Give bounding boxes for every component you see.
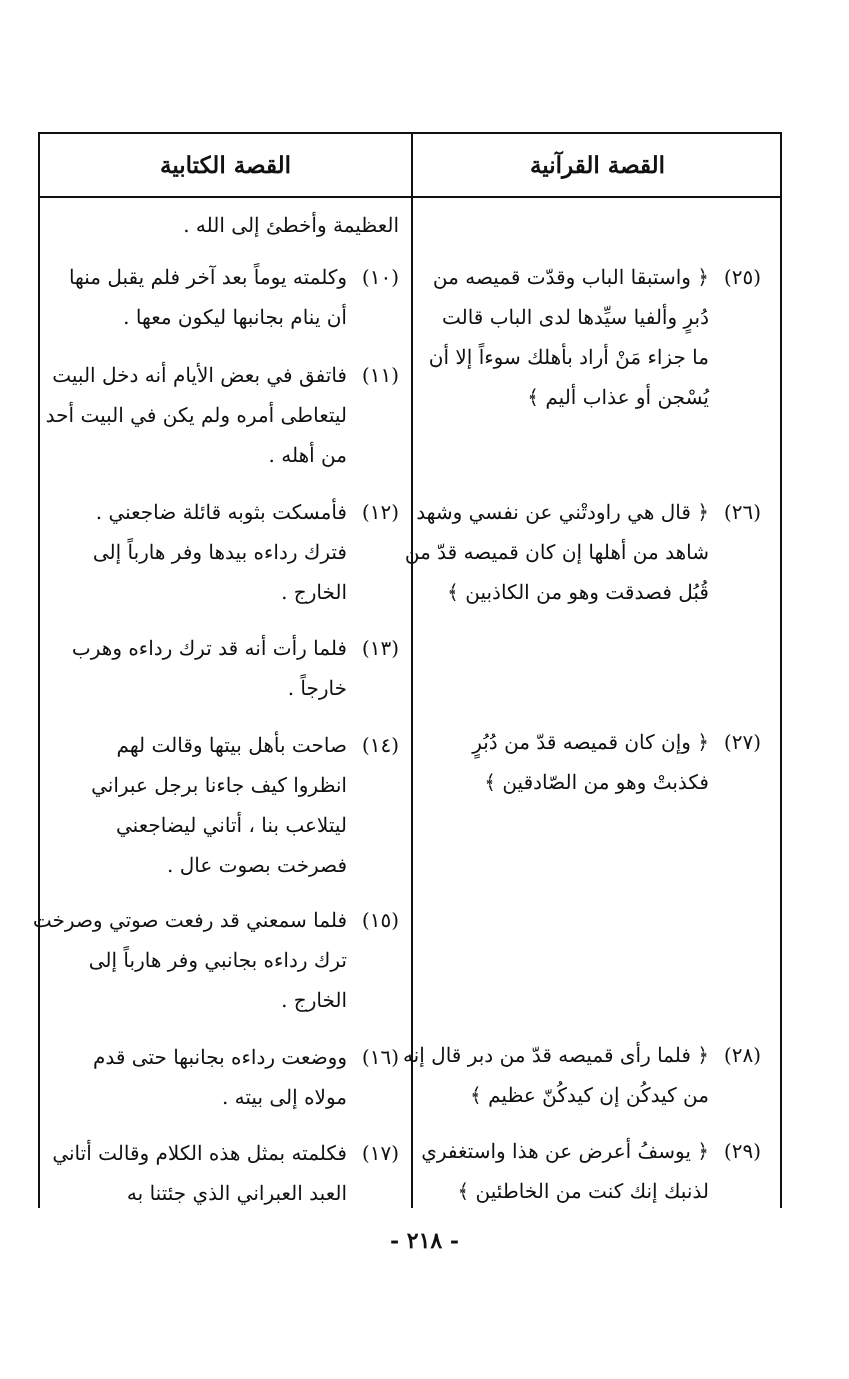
quran-entry-27 <box>441 722 761 802</box>
verse-line: الخارج . <box>281 988 347 1012</box>
verse-line: من كيدكُن إن كيدكُنّ عظيم ﴾ <box>470 1083 709 1107</box>
verse-line: ليتلاعب بنا ، أتاني ليضاجعني <box>116 813 347 837</box>
verse-line: أن ينام بجانبها ليكون معها . <box>123 305 347 329</box>
verse-line: ﴿ فلما رأى قميصه قدّ من دبر قال إنه <box>402 1043 709 1067</box>
bible-entry-14 <box>89 725 399 885</box>
verse-number: (١٥) <box>361 908 399 932</box>
verse-line: فلما سمعني قد رفعت صوتي وصرخت <box>32 908 347 932</box>
verse-number: (١٠) <box>361 265 399 289</box>
verse-line: دُبرٍ وألفيا سيِّدها لدى الباب قالت <box>441 305 709 329</box>
header-divider <box>40 196 780 198</box>
bible-entry-11 <box>45 355 399 475</box>
bible-entry-16 <box>89 1037 399 1117</box>
header-quranic-story: القصة القرآنية <box>529 151 666 179</box>
verse-line: فكذبتْ وهو من الصّادقين ﴾ <box>484 770 709 794</box>
bible-entry-13 <box>71 628 399 708</box>
verse-number: (١٢) <box>361 500 399 524</box>
bible-entry-15 <box>32 900 399 1020</box>
verse-number: (٢٩) <box>723 1139 761 1163</box>
verse-line: ﴿ واستبقا الباب وقدّت قميصه من <box>432 265 709 289</box>
verse-line: خارجاً . <box>287 676 347 700</box>
verse-line: فترك رداءه بيدها وفر هارباً إلى <box>92 540 347 564</box>
verse-line: فصرخت بصوت عال . <box>167 853 347 877</box>
page-number: - ٢١٨ - <box>389 1228 460 1254</box>
verse-number: (١١) <box>361 363 399 387</box>
verse-line: فكلمته بمثل هذه الكلام وقالت أتاني <box>52 1141 347 1165</box>
verse-line: فاتفق في بعض الأيام أنه دخل البيت <box>52 363 347 387</box>
verse-line: صاحت بأهل بيتها وقالت لهم <box>116 733 347 757</box>
verse-number: (٢٥) <box>723 265 761 289</box>
verse-number: (١٣) <box>361 636 399 660</box>
verse-line: ترك رداءه بجانبي وفر هارباً إلى <box>88 948 347 972</box>
verse-line: مولاه إلى بيته . <box>221 1085 347 1109</box>
quran-entry-25 <box>428 257 761 417</box>
verse-number: (٢٨) <box>723 1043 761 1067</box>
verse-number: (٢٦) <box>723 500 761 524</box>
verse-line: ووضعت رداءه بجانبها حتى قدم <box>92 1045 347 1069</box>
verse-line: لذنبك إنك كنت من الخاطئين ﴾ <box>457 1179 709 1203</box>
verse-number: (١٤) <box>361 733 399 757</box>
verse-line: فأمسكت بثوبه قائلة ضاجعني . <box>95 500 347 524</box>
quran-entry-28 <box>402 1035 761 1115</box>
verse-line: يُسْجن أو عذاب أليم ﴾ <box>527 385 709 409</box>
bible-continuation <box>89 205 399 245</box>
quran-entry-29 <box>421 1131 761 1211</box>
verse-line: ﴿ وإن كان قميصه قدّ من دُبُرٍ <box>472 730 709 754</box>
verse-line: ﴿ قال هي راودتْني عن نفسي وشهد <box>416 500 709 524</box>
verse-line: وكلمته يوماً بعد آخر فلم يقبل منها <box>68 265 347 289</box>
verse-line: شاهد من أهلها إن كان قميصه قدّ من <box>404 540 709 564</box>
verse-line: ما جزاء مَنْ أراد بأهلك سوءاً إلا أن <box>428 345 709 369</box>
verse-line: العبد العبراني الذي جئتنا به <box>126 1181 347 1205</box>
verse-number: (١٦) <box>361 1045 399 1069</box>
verse-line: قُبُل فصدقت وهو من الكاذبين ﴾ <box>447 580 709 604</box>
verse-line: ليتعاطى أمره ولم يكن في البيت أحد <box>45 403 347 427</box>
verse-line: من أهله . <box>268 443 347 467</box>
bible-entry-10 <box>68 257 399 337</box>
bible-entry-17 <box>52 1133 399 1213</box>
verse-number: (١٧) <box>361 1141 399 1165</box>
verse-line: الخارج . <box>281 580 347 604</box>
verse-line: فلما رأت أنه قد ترك رداءه وهرب <box>71 636 347 660</box>
bible-continuation-line: العظيمة وأخطئ إلى الله . <box>183 213 399 237</box>
verse-line: ﴿ يوسفُ أعرض عن هذا واستغفري <box>421 1139 709 1163</box>
verse-number: (٢٧) <box>723 730 761 754</box>
quran-entry-26 <box>404 492 761 612</box>
header-biblical-story: القصة الكتابية <box>159 151 292 179</box>
bible-entry-12 <box>89 492 399 612</box>
verse-line: انظروا كيف جاءنا برجل عبراني <box>91 773 347 797</box>
